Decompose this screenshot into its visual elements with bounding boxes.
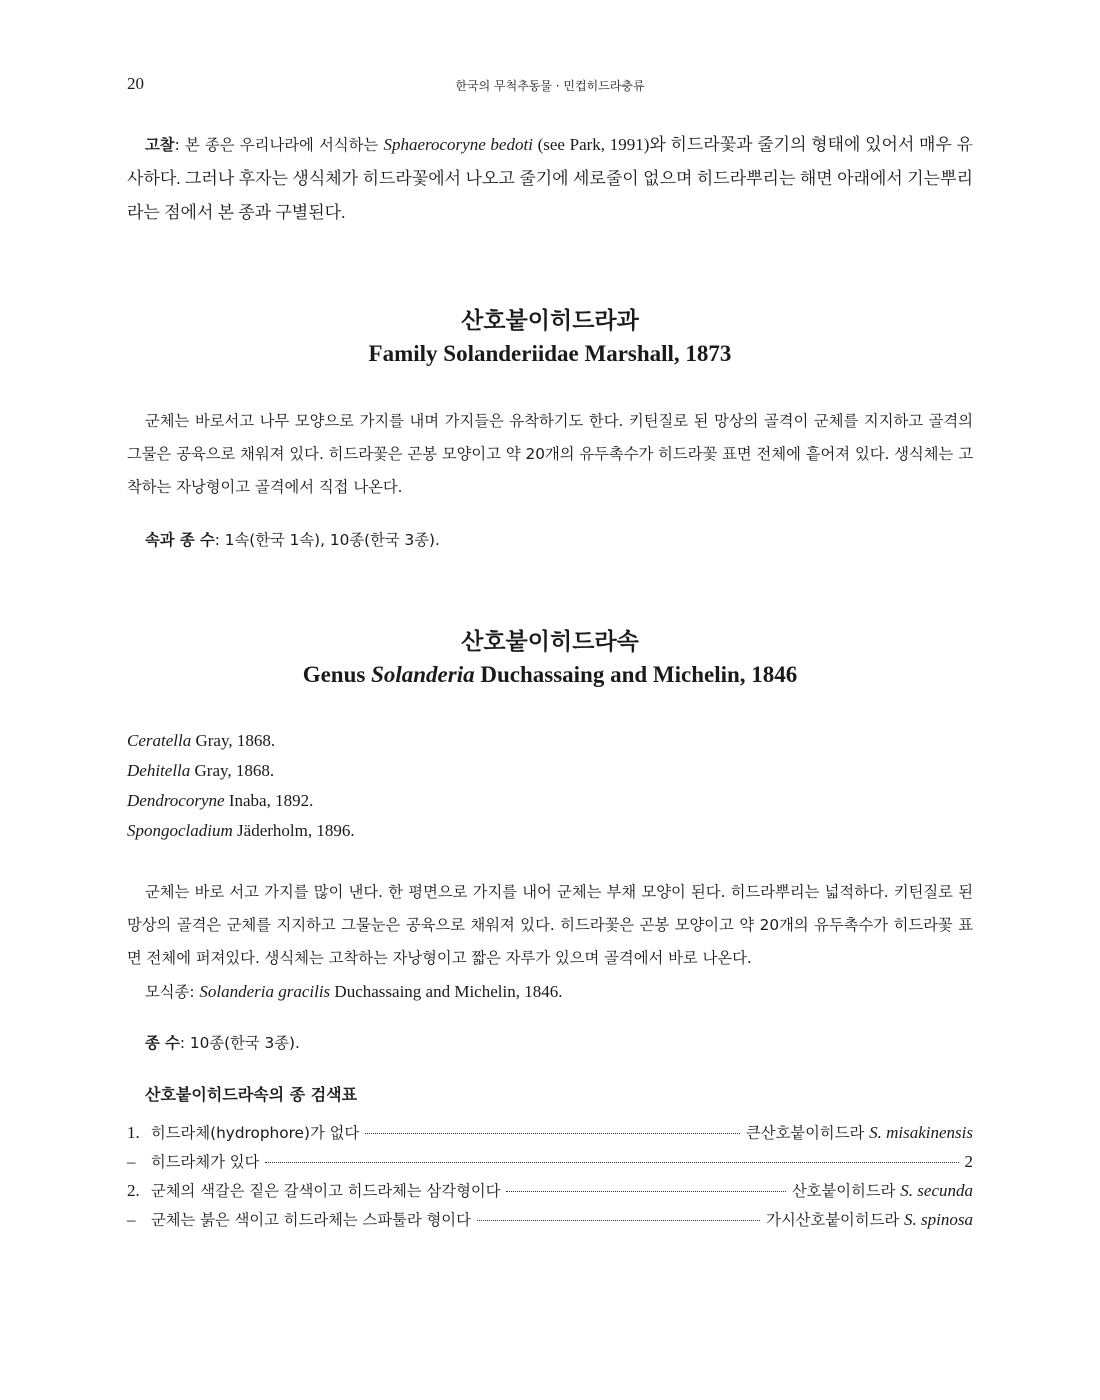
species-key: [127, 1121, 973, 1237]
key-leader-dots: [477, 1220, 760, 1221]
genus-title-ko: 산호붙이히드라속: [461, 629, 639, 655]
genus-count: 종 수: 10종(한국 3종).: [145, 1034, 300, 1052]
family-count: 속과 종 수: 1속(한국 1속), 10종(한국 3종).: [145, 531, 440, 549]
type-species: 모식종: Solanderia gracilis Duchassaing and Michelin, 1846.: [145, 982, 563, 1001]
family-title-ko: 산호붙이히드라과: [461, 308, 639, 334]
key-row: – 히드라체가 있다 2: [127, 1152, 973, 1171]
key-row: – 군체는 붉은 색이고 히드라체는 스파툴라 형이다 가시산호붙이히드라 S. spinosa: [127, 1210, 973, 1229]
key-leader-dots: [365, 1133, 740, 1134]
key-row: 1. 히드라체(hydrophore)가 없다 큰산호붙이히드라 S. misakinensis: [127, 1123, 973, 1142]
key-leader-dots: [265, 1162, 958, 1163]
key-title: 산호붙이히드라속의 종 검색표: [145, 1085, 358, 1104]
page-header: [127, 72, 973, 100]
family-title-en: Family Solanderiidae Marshall, 1873: [368, 341, 732, 366]
genus-title-en: Genus Solanderia Duchassaing and Michelin, 1846: [302, 662, 798, 687]
synonym-item: Dehitella Gray, 1868.: [127, 761, 275, 780]
key-row: 2. 군체의 색갈은 짙은 갈색이고 히드라체는 삼각형이다 산호붙이히드라 S. secunda: [127, 1181, 973, 1200]
page-number: 20: [127, 74, 144, 93]
remarks-paragraph: 고찰: 본 종은 우리나라에 서식하는 Sphaerocoryne bedoti (see Park, 1991)와 히드라꽃과 줄기의 형태에 있어서 매우 유사하다. 그러나 후자는 생식체가 히드라꽃에서 나오고 줄기에 세로줄이 없으며 히드라뿌리는 해면 아래에서 기는뿌리라는 점에서 본 종과 구별된다.: [127, 135, 973, 222]
synonym-list: [127, 726, 973, 846]
remarks-label: 고찰: [145, 136, 175, 154]
key-leader-dots: [506, 1191, 786, 1192]
family-description: 군체는 바로서고 나무 모양으로 가지를 내며 가지들은 유착하기도 한다. 키틴질로 된 망상의 골격이 군체를 지지하고 골격의 그물은 공육으로 채워져 있다. 히드라꽃은 곤봉 모양이고 약 20개의 유두촉수가 히드라꽃 표면 전체에 흩어져 있다. 생식체는 고착하는 자낭형이고 골격에서 직접 나온다.: [127, 412, 973, 496]
genus-description: 군체는 바로 서고 가지를 많이 낸다. 한 평면으로 가지를 내어 군체는 부채 모양이 된다. 히드라뿌리는 넓적하다. 키틴질로 된 망상의 골격은 군체를 지지하고 그물눈은 공육으로 채워져 있다. 히드라꽃은 곤봉 모양이고 약 20개의 유두촉수가 히드라꽃 표면 전체에 퍼져있다. 생식체는 고착하는 자낭형이고 짧은 자루가 있으며 골격에서 바로 나온다.: [127, 883, 973, 967]
page-content: [127, 128, 973, 1237]
species-name: Sphaerocoryne bedoti: [383, 135, 533, 154]
synonym-item: Dendrocoryne Inaba, 1892.: [127, 791, 314, 810]
synonym-item: Ceratella Gray, 1868.: [127, 731, 276, 750]
synonym-item: Spongocladium Jäderholm, 1896.: [127, 821, 355, 840]
running-title: 한국의 무척추동물 · 민컵히드라충류: [455, 79, 645, 93]
